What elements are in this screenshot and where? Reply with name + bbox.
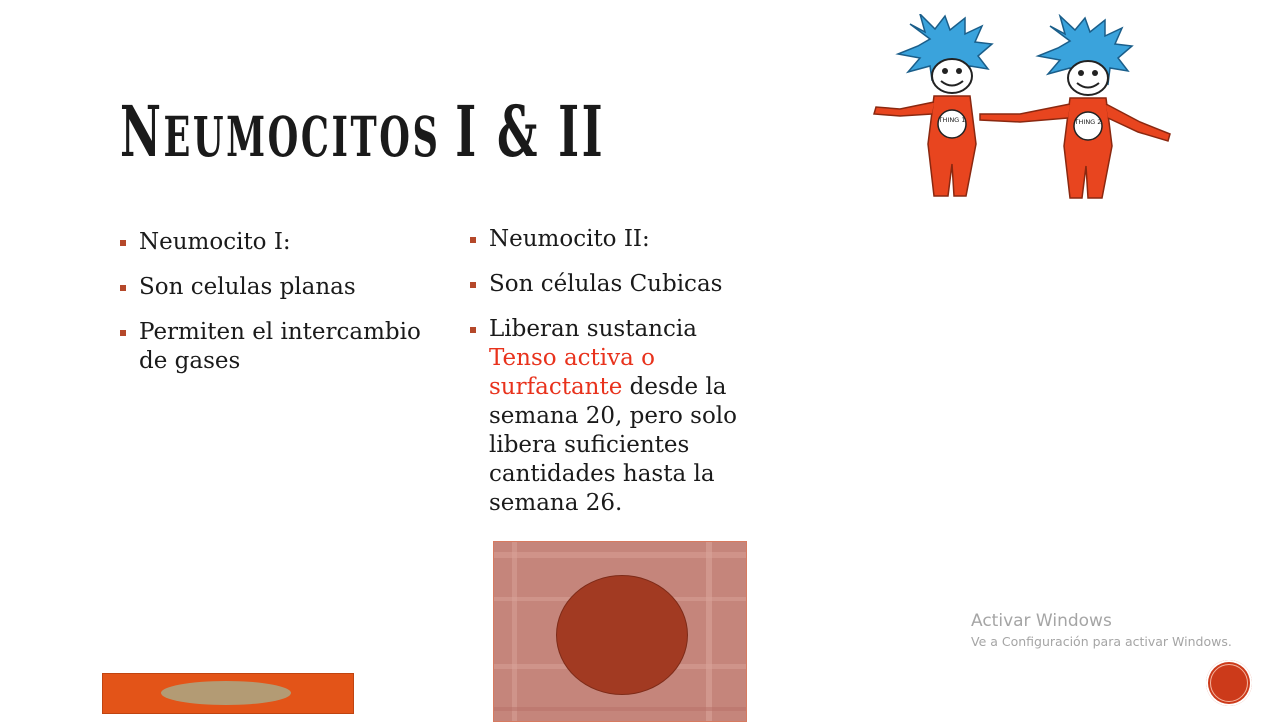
ellipse-shape (161, 681, 291, 705)
list-item (470, 225, 760, 254)
cell-image (493, 541, 747, 722)
thing-1-thing-2-illustration (870, 14, 1180, 206)
list-item (470, 270, 760, 299)
title-rest: EUMOCITOS (163, 104, 456, 169)
watermark-title: Activar Windows (971, 611, 1112, 631)
bullet-text: Liberan sustancia (489, 316, 697, 342)
title-numerals: I & II (455, 90, 606, 173)
list-item (120, 228, 430, 257)
bullet-icon (470, 237, 476, 243)
bullet-icon (470, 282, 476, 288)
right-bullet-list (470, 225, 760, 534)
bullet-text: Son células Cubicas (489, 271, 723, 297)
slide-title (120, 92, 605, 177)
orange-decorative-image (102, 673, 354, 714)
left-bullet-list (120, 228, 430, 392)
thing-2-figure (980, 16, 1170, 198)
bullet-icon (120, 330, 126, 336)
list-item (120, 318, 430, 376)
thing-2-label: THING 2 (1074, 118, 1102, 126)
bullet-text: Neumocito I: (139, 229, 291, 255)
slide-navigation-button[interactable] (1206, 660, 1252, 706)
highlighted-text: Tenso activa o surfactante (489, 345, 655, 400)
bullet-icon (120, 240, 126, 246)
list-item (120, 273, 430, 302)
thing-1-label: THING 1 (938, 116, 966, 124)
list-item (470, 315, 760, 518)
windows-activation-watermark (971, 610, 1232, 651)
bullet-text: Permiten el intercambio de gases (139, 319, 421, 374)
bullet-icon (470, 327, 476, 333)
bullet-text: Neumocito II: (489, 226, 650, 252)
title-initial: N (120, 90, 164, 173)
bullet-text: Son celulas planas (139, 274, 356, 300)
bullet-text-continued: desde la semana 20, pero solo libera suficientes cantidades hasta la semana 26. (489, 374, 738, 516)
watermark-subtitle: Ve a Configuración para activar Windows. (971, 634, 1232, 649)
bullet-icon (120, 285, 126, 291)
nucleus-circle (556, 575, 688, 695)
thing-1-figure (874, 14, 992, 196)
